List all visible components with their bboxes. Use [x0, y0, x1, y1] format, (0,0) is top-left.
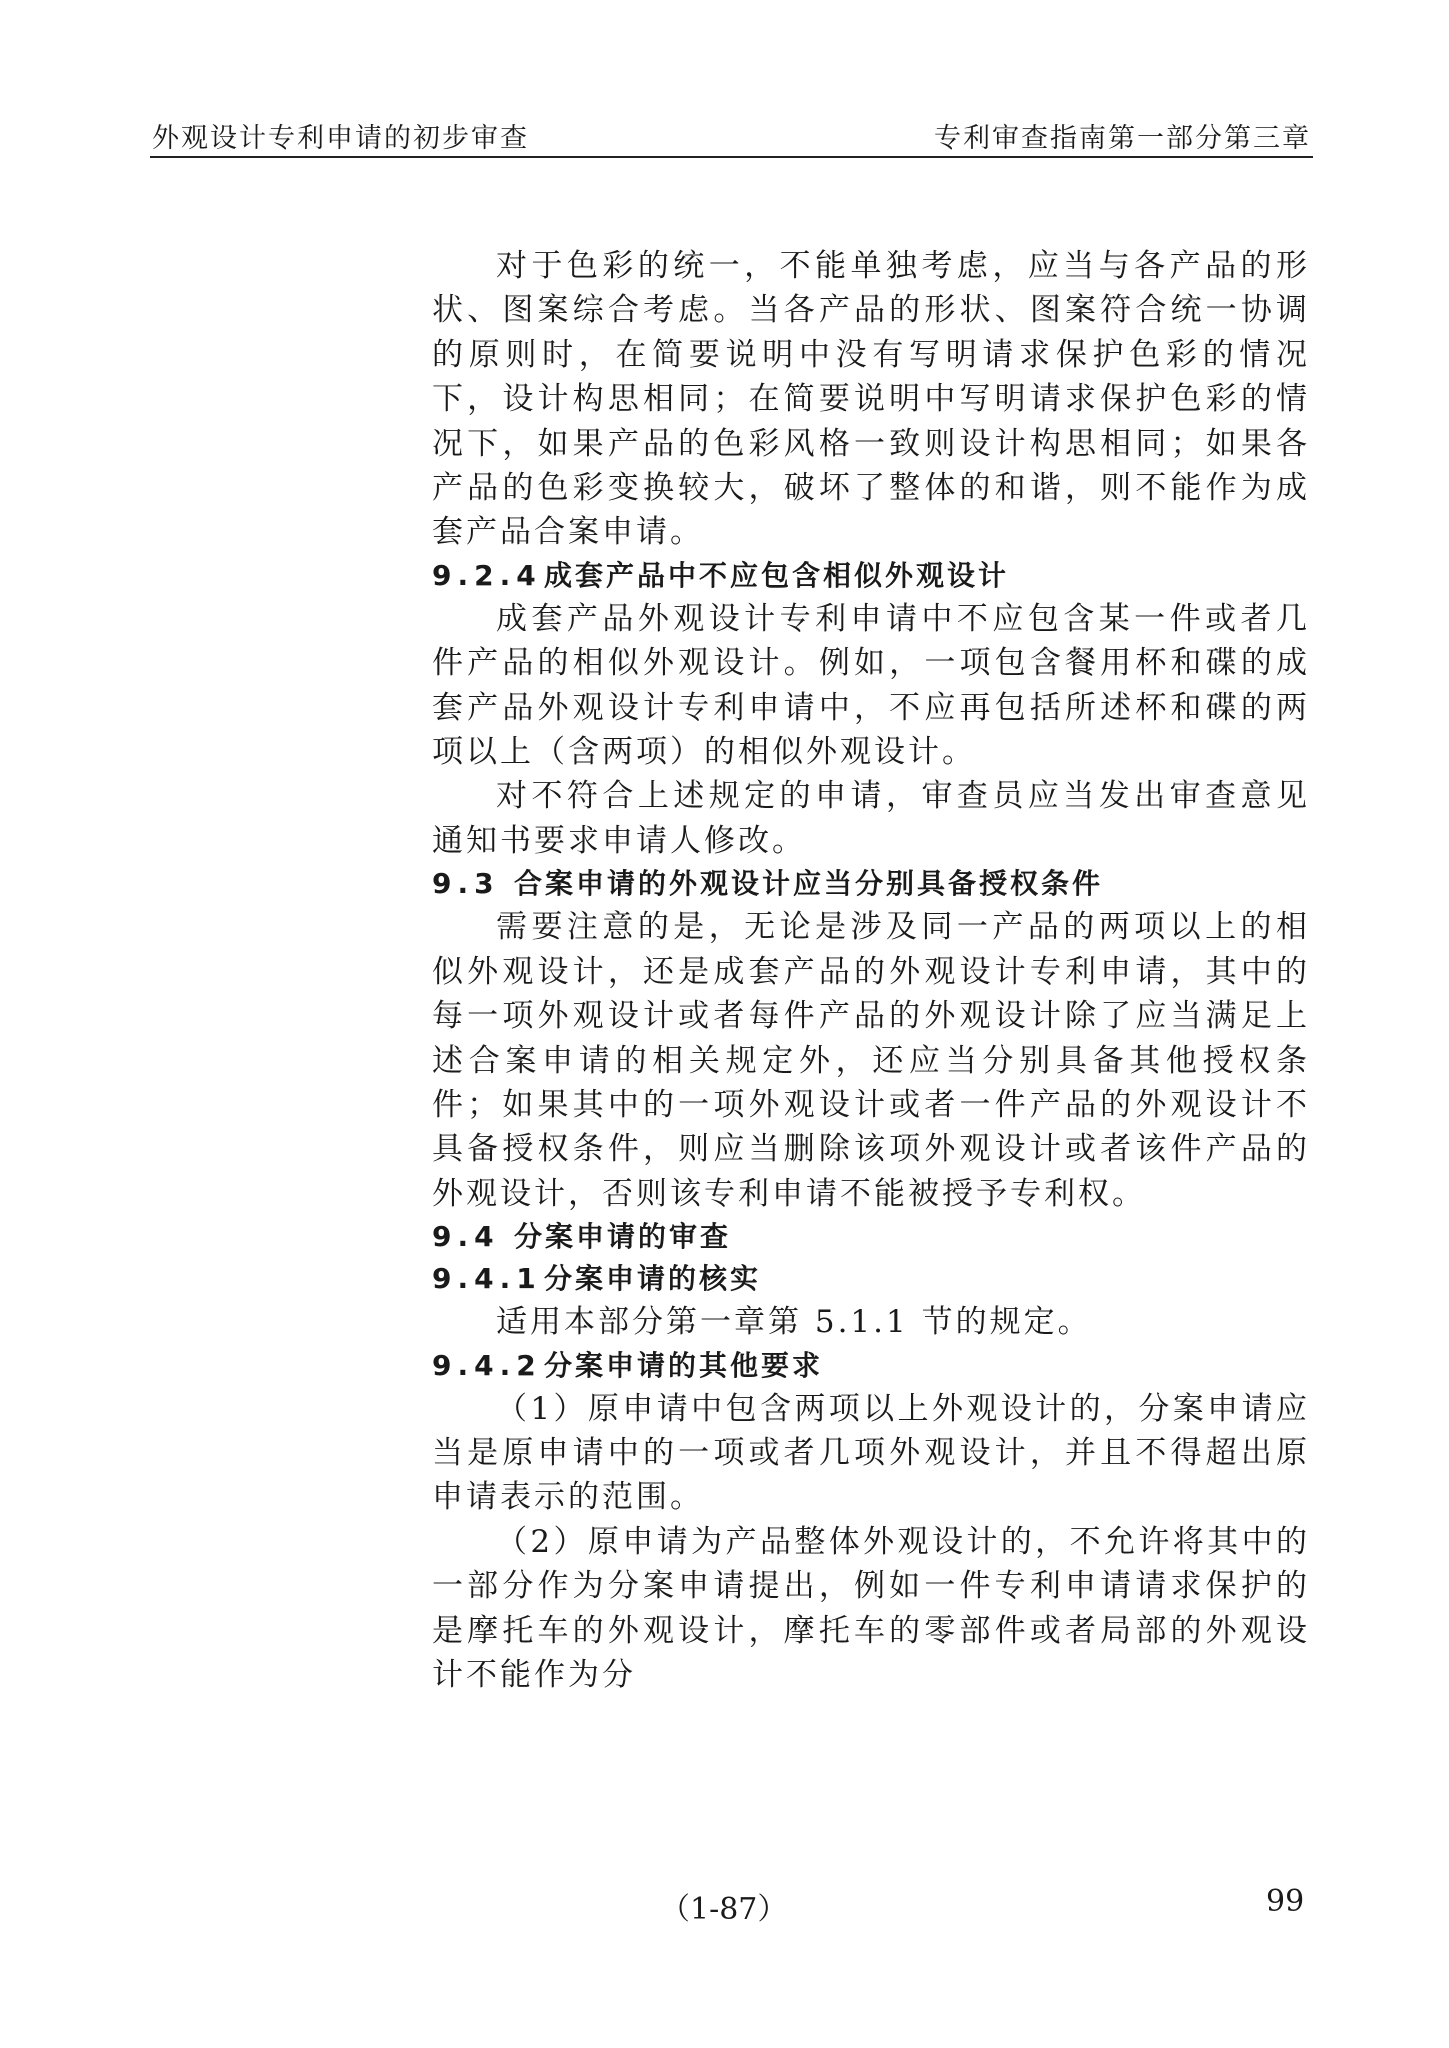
section-title: 分案申请的核实	[544, 1262, 762, 1296]
section-number: 9.3	[432, 867, 500, 901]
page-body	[432, 244, 1310, 1697]
section-number: 9.4.1	[432, 1262, 542, 1296]
paragraph-requirement-2: （2）原申请为产品整体外观设计的，不允许将其中的一部分作为分案申请提出，例如一件专利申请请求保护的是摩托车的外观设计，摩托车的零部件或者局部的外观设计不能作为分	[432, 1523, 1310, 1693]
section-title: 合案申请的外观设计应当分别具备授权条件	[514, 867, 1104, 901]
section-title: 分案申请的审查	[514, 1220, 732, 1254]
paragraph-amendment-notice: 对不符合上述规定的申请，审查员应当发出审查意见通知书要求申请人修改。	[432, 778, 1310, 859]
paragraph-set-products: 成套产品外观设计专利申请中不应包含某一件或者几件产品的相似外观设计。例如，一项包含餐用杯和碟的成套产品外观设计专利申请中，不应再包括所述杯和碟的两项以上（含两项）的相似外观设计。	[432, 600, 1310, 771]
section-number: 9.4	[432, 1220, 500, 1254]
section-heading-9-4	[432, 1216, 1310, 1258]
section-heading-9-4-2	[432, 1345, 1310, 1387]
section-heading-9-2-4	[432, 555, 1310, 597]
paragraph-applicable-rules: 适用本部分第一章第 5.1.1 节的规定。	[496, 1304, 1092, 1341]
paragraph-requirement-1: （1）原申请中包含两项以上外观设计的，分案申请应当是原申请中的一项或者几项外观设计，并且不得超出原申请表示的范围。	[432, 1390, 1310, 1516]
page-number: 99	[1266, 1884, 1305, 1919]
section-heading-9-3	[432, 863, 1310, 905]
running-header	[150, 112, 1313, 158]
section-heading-9-4-1	[432, 1258, 1310, 1300]
header-chapter-title: 外观设计专利申请的初步审查	[152, 123, 529, 154]
section-title: 成套产品中不应包含相似外观设计	[544, 558, 1010, 592]
section-number: 9.4.2	[432, 1348, 542, 1382]
paragraph-grant-conditions: 需要注意的是，无论是涉及同一产品的两项以上的相似外观设计，还是成套产品的外观设计专利申请，其中的每一项外观设计或者每件产品的外观设计除了应当满足上述合案申请的相关规定外，还应当分别具备其他授权条件；如果其中的一项外观设计或者一件产品的外观设计不具备授权条件，则应当删除该项外观设计或者该件产品的外观设计，否则该专利申请不能被授予专利权。	[432, 909, 1310, 1212]
footer-section-code: （1-87）	[660, 1892, 788, 1927]
header-guide-title: 专利审查指南第一部分第三章	[934, 123, 1311, 154]
section-title: 分案申请的其他要求	[544, 1348, 824, 1382]
section-number: 9.2.4	[432, 558, 542, 592]
paragraph-color-unity: 对于色彩的统一，不能单独考虑，应当与各产品的形状、图案综合考虑。当各产品的形状、图案符合统一协调的原则时，在简要说明中没有写明请求保护色彩的情况下，设计构思相同；在简要说明中写明请求保护色彩的情况下，如果产品的色彩风格一致则设计构思相同；如果各产品的色彩变换较大，破坏了整体的和谐，则不能作为成套产品合案申请。	[432, 248, 1310, 551]
